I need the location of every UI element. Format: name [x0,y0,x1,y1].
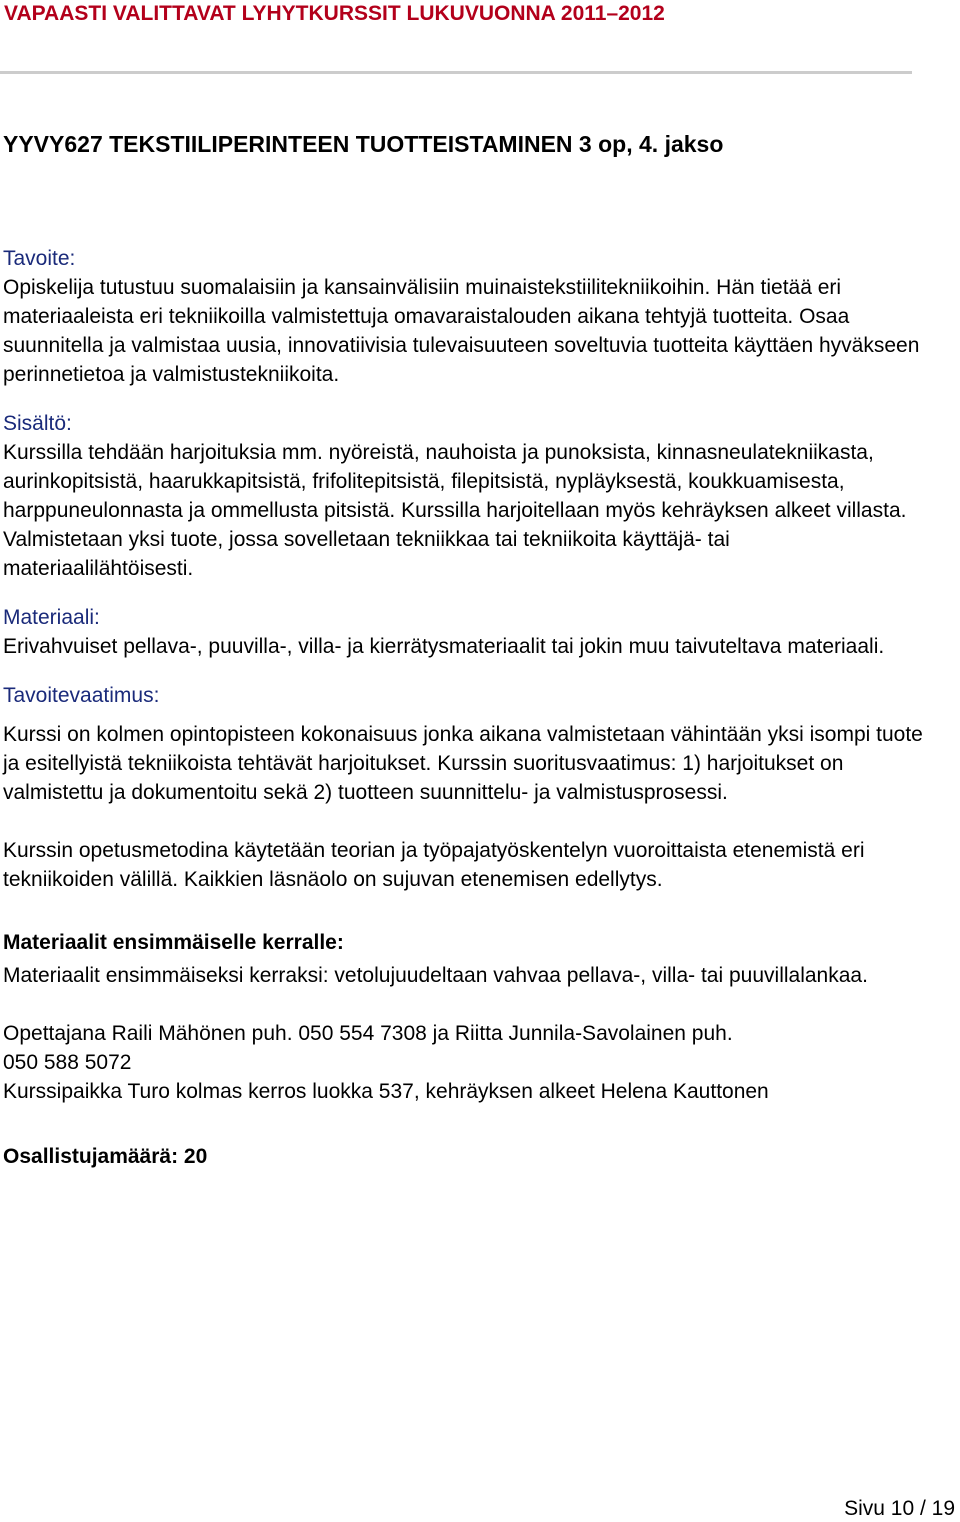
document-header: VAPAASTI VALITTAVAT LYHYTKURSSIT LUKUVUONNA 2011–2012 [4,2,665,25]
first-materials-label: Materiaalit ensimmäiselle kerralle: [3,931,344,954]
header-divider [0,71,912,74]
requirement-text: Kurssi on kolmen opintopisteen kokonaisuus jonka aikana valmistetaan vähintään yksi isompi tuote ja esitellyistä tekniikoista tehtävät harjoitukset. Kurssin suoritusvaatimus: 1) harjoitukset on valmistettu ja dokumentoitu sekä 2) tuotteen suunnittelu- ja valmistusprosessi. [3,723,923,804]
goal-label: Tavoite: [3,247,76,270]
content-text: Kurssilla tehdään harjoituksia mm. nyöreistä, nauhoista ja punoksista, kinnasneulatekniikasta, aurinkopitsistä, haarukkapitsistä, frifolitepitsistä, filepitsistä, nypläyksestä, koukkuamisesta, harppuneulonnasta ja ommellusta pitsistä. Kurssilla harjoitellaan myös kehräyksen alkeet villasta. Valmistetaan yksi tuote, jossa sovelletaan tekniikkaa tai tekniikoita käyttäjä- tai materiaalilähtöisesti. [3,441,907,580]
document-body [3,128,923,1171]
goal-text: Opiskelija tutustuu suomalaisiin ja kansainvälisiin muinaistekstiilitekniikoihin. Hän tietää eri materiaaleista eri tekniikoilla valmistettuja omavaraistalouden aikana tehtyjä tuotteita. Osaa suunnitella ja valmistaa uusia, innovatiivisia tulevaisuuteen soveltuvia tuotteita käyttäen hyväkseen perinnetietoa ja valmistustekniikoita. [3,276,920,386]
participant-count: Osallistujamäärä: 20 [3,1145,208,1168]
teachers-line-1: Opettajana Raili Mähönen puh. 050 554 7308 ja Riitta Junnila-Savolainen puh. [3,1022,733,1045]
method-text: Kurssin opetusmetodina käytetään teorian ja työpajatyöskentelyn vuoroittaista etenemistä eri tekniikoiden välillä. Kaikkien läsnäolo on sujuvan etenemisen edellytys. [3,839,865,891]
page-number: Sivu 10 / 19 [844,1497,955,1520]
material-label: Materiaali: [3,606,100,629]
teachers-line-2: 050 588 5072 [3,1051,132,1074]
first-materials-text: Materiaalit ensimmäiseksi kerraksi: vetolujuudeltaan vahvaa pellava-, villa- tai puuvillalankaa. [3,964,868,987]
material-text: Erivahvuiset pellava-, puuvilla-, villa- ja kierrätysmateriaalit tai jokin muu taivuteltava materiaali. [3,635,885,658]
requirement-label: Tavoitevaatimus: [3,684,160,707]
course-title: YYVY627 TEKSTIILIPERINTEEN TUOTTEISTAMINEN 3 op, 4. jakso [3,131,724,157]
course-place: Kurssipaikka Turo kolmas kerros luokka 537, kehräyksen alkeet Helena Kauttonen [3,1080,769,1103]
content-label: Sisältö: [3,412,72,435]
